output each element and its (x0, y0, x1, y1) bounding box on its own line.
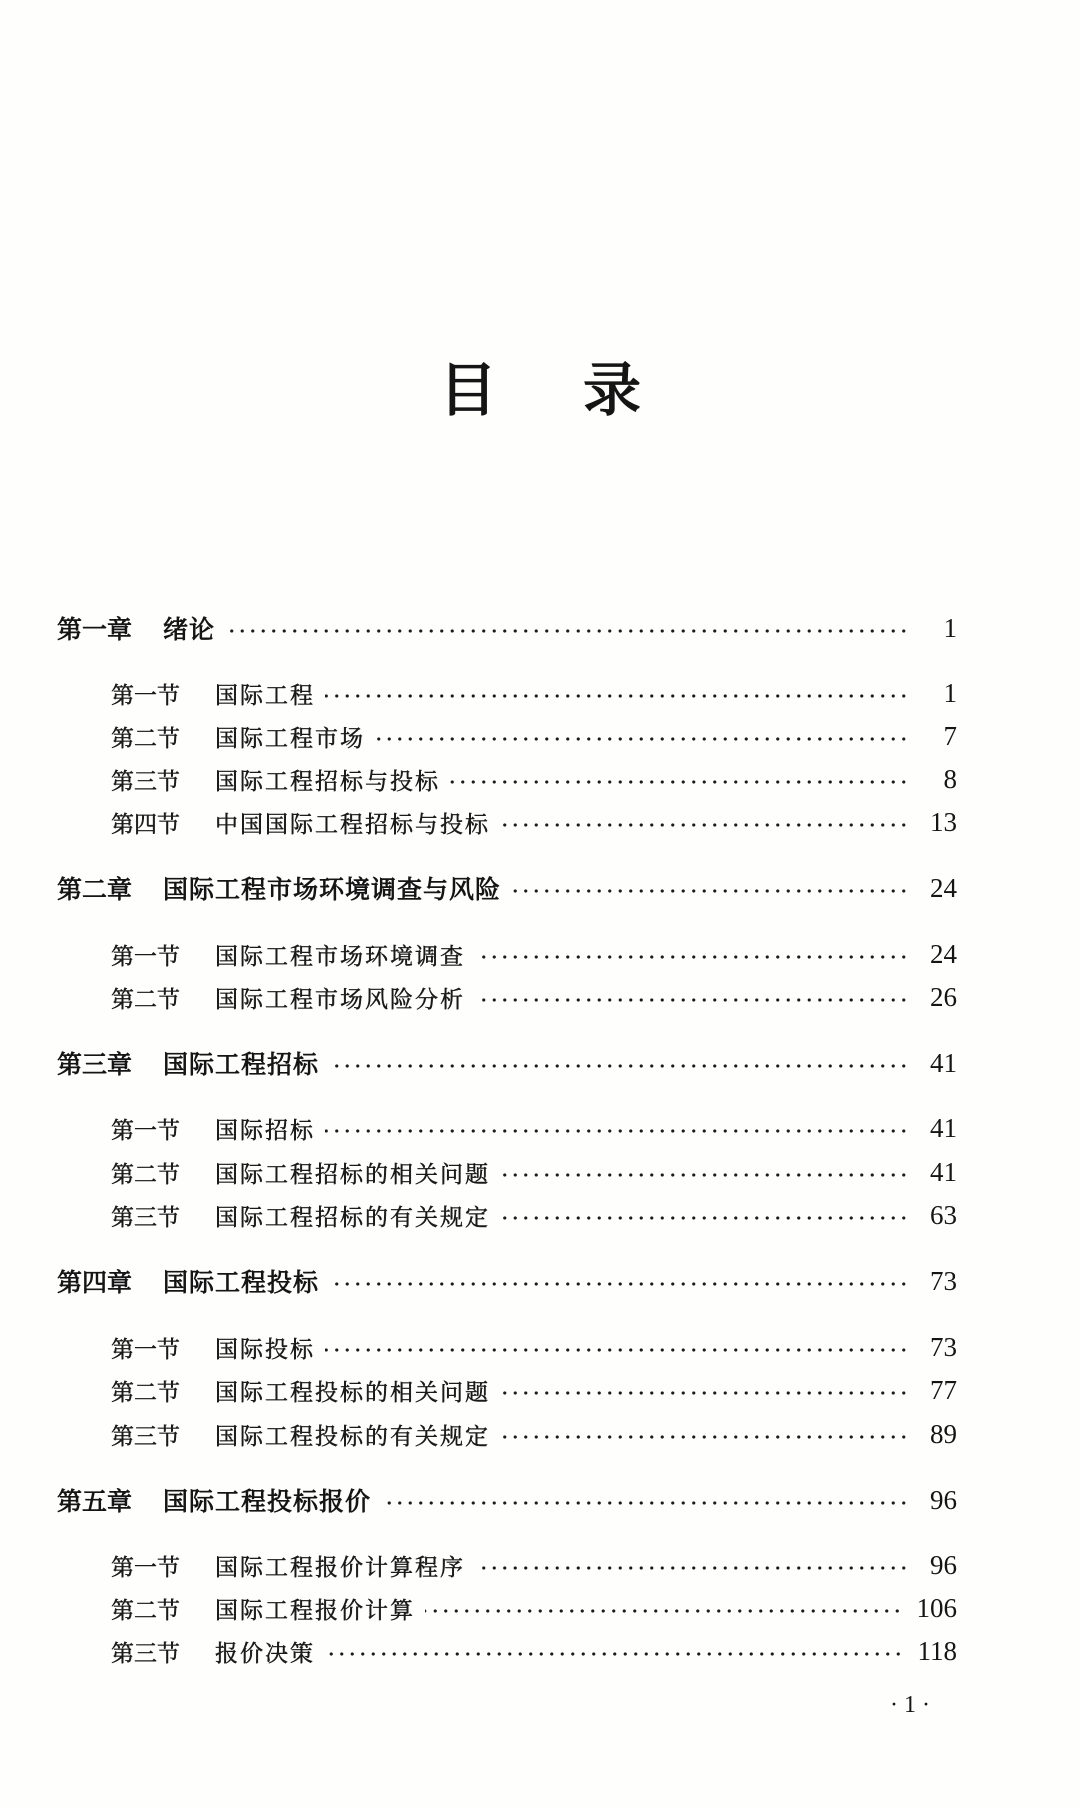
chapter-number: 第一章 (57, 615, 133, 644)
chapter-number: 第二章 (57, 875, 133, 904)
section-page: 63 (930, 1199, 957, 1230)
dot-leader (500, 1391, 909, 1395)
dot-leader (500, 1216, 909, 1220)
section-number: 第二节 (111, 986, 180, 1013)
section-number: 第三节 (111, 1423, 180, 1450)
section-title: 国际工程招标的有关规定 (215, 1204, 490, 1231)
dot-leader (381, 1501, 909, 1505)
toc-chapter-5[interactable] (57, 1480, 957, 1520)
dot-leader (475, 998, 909, 1002)
toc-section-1-2[interactable] (111, 716, 957, 756)
toc-section-3-3[interactable] (111, 1195, 957, 1235)
section-number: 第一节 (111, 682, 180, 709)
section-page: 1 (943, 677, 957, 708)
dot-leader (225, 629, 909, 633)
section-title: 国际工程市场环境调查 (215, 943, 465, 970)
toc-section-5-3[interactable] (111, 1631, 957, 1671)
section-title: 国际投标 (215, 1336, 315, 1363)
chapter-title: 国际工程招标 (163, 1050, 320, 1079)
section-page: 24 (930, 938, 957, 969)
chapter-number: 第五章 (57, 1487, 133, 1516)
section-page: 41 (930, 1112, 957, 1143)
chapter-number: 第三章 (57, 1050, 133, 1079)
section-number: 第一节 (111, 1336, 180, 1363)
page-number-footer: · 1 · (890, 1692, 930, 1718)
dot-leader (511, 889, 909, 893)
toc-section-1-1[interactable] (111, 673, 957, 713)
section-title: 国际工程市场 (215, 725, 365, 752)
toc-section-5-2[interactable] (111, 1588, 957, 1628)
dot-leader (325, 1348, 909, 1352)
section-number: 第三节 (111, 1204, 180, 1231)
section-page: 8 (943, 763, 957, 794)
title-char-2: 录 (583, 356, 642, 424)
chapter-title: 国际工程投标 (163, 1268, 320, 1297)
section-title: 国际工程 (215, 682, 315, 709)
dot-leader (450, 780, 909, 784)
section-title: 国际工程市场风险分析 (215, 986, 465, 1013)
toc-section-3-2[interactable] (111, 1152, 957, 1192)
section-title: 国际工程投标的相关问题 (215, 1379, 490, 1406)
dot-leader (375, 737, 909, 741)
section-title: 国际工程报价计算 (215, 1597, 415, 1624)
chapter-title: 国际工程投标报价 (163, 1487, 372, 1516)
section-title: 国际招标 (215, 1117, 315, 1144)
section-page: 77 (930, 1374, 957, 1405)
section-title: 国际工程招标与投标 (215, 768, 440, 795)
section-number: 第四节 (111, 811, 180, 838)
toc-chapter-1[interactable] (57, 608, 957, 648)
section-page: 96 (930, 1549, 957, 1580)
section-page: 118 (917, 1635, 957, 1666)
dot-leader (500, 823, 909, 827)
toc-section-1-4[interactable] (111, 802, 957, 842)
section-page: 41 (930, 1156, 957, 1187)
chapter-page: 24 (930, 872, 957, 903)
toc-chapter-2[interactable] (57, 868, 957, 908)
section-number: 第二节 (111, 725, 180, 752)
section-number: 第一节 (111, 1117, 180, 1144)
section-title: 国际工程报价计算程序 (215, 1554, 465, 1581)
chapter-page: 41 (930, 1047, 957, 1078)
dot-leader (500, 1173, 909, 1177)
section-page: 7 (943, 720, 957, 751)
section-number: 第二节 (111, 1161, 180, 1188)
dot-leader (325, 1129, 909, 1133)
page-title (0, 355, 1080, 425)
dot-leader (329, 1064, 909, 1068)
section-number: 第一节 (111, 943, 180, 970)
dot-leader (475, 1566, 909, 1570)
toc-section-2-1[interactable] (111, 934, 957, 974)
chapter-title: 国际工程市场环境调查与风险 (163, 875, 502, 904)
section-number: 第二节 (111, 1379, 180, 1406)
section-page: 73 (930, 1331, 957, 1362)
chapter-page: 73 (930, 1265, 957, 1296)
chapter-page: 1 (943, 612, 957, 643)
title-char-1: 目 (438, 356, 497, 424)
chapter-title: 绪论 (163, 615, 216, 644)
dot-leader (475, 955, 909, 959)
toc-chapter-3[interactable] (57, 1043, 957, 1083)
section-number: 第一节 (111, 1554, 180, 1581)
chapter-number: 第四章 (57, 1268, 133, 1297)
chapter-page: 96 (930, 1484, 957, 1515)
section-title: 国际工程招标的相关问题 (215, 1161, 490, 1188)
section-page: 13 (930, 806, 957, 837)
toc-section-5-1[interactable] (111, 1545, 957, 1585)
section-page: 106 (916, 1592, 957, 1623)
section-number: 第三节 (111, 768, 180, 795)
section-number: 第三节 (111, 1640, 180, 1667)
toc-section-4-1[interactable] (111, 1327, 957, 1367)
toc-section-4-3[interactable] (111, 1414, 957, 1454)
section-number: 第二节 (111, 1597, 180, 1624)
toc-section-4-2[interactable] (111, 1370, 957, 1410)
dot-leader (325, 694, 909, 698)
section-page: 26 (930, 981, 957, 1012)
toc-section-3-1[interactable] (111, 1108, 957, 1148)
section-title: 报价决策 (215, 1640, 315, 1667)
toc-section-2-2[interactable] (111, 977, 957, 1017)
dot-leader (329, 1282, 909, 1286)
toc-chapter-4[interactable] (57, 1261, 957, 1301)
dot-leader (325, 1652, 904, 1656)
section-page: 89 (930, 1418, 957, 1449)
section-title: 国际工程投标的有关规定 (215, 1423, 490, 1450)
dot-leader (500, 1435, 909, 1439)
section-title: 中国国际工程招标与投标 (215, 811, 490, 838)
dot-leader (425, 1609, 903, 1613)
toc-section-1-3[interactable] (111, 759, 957, 799)
